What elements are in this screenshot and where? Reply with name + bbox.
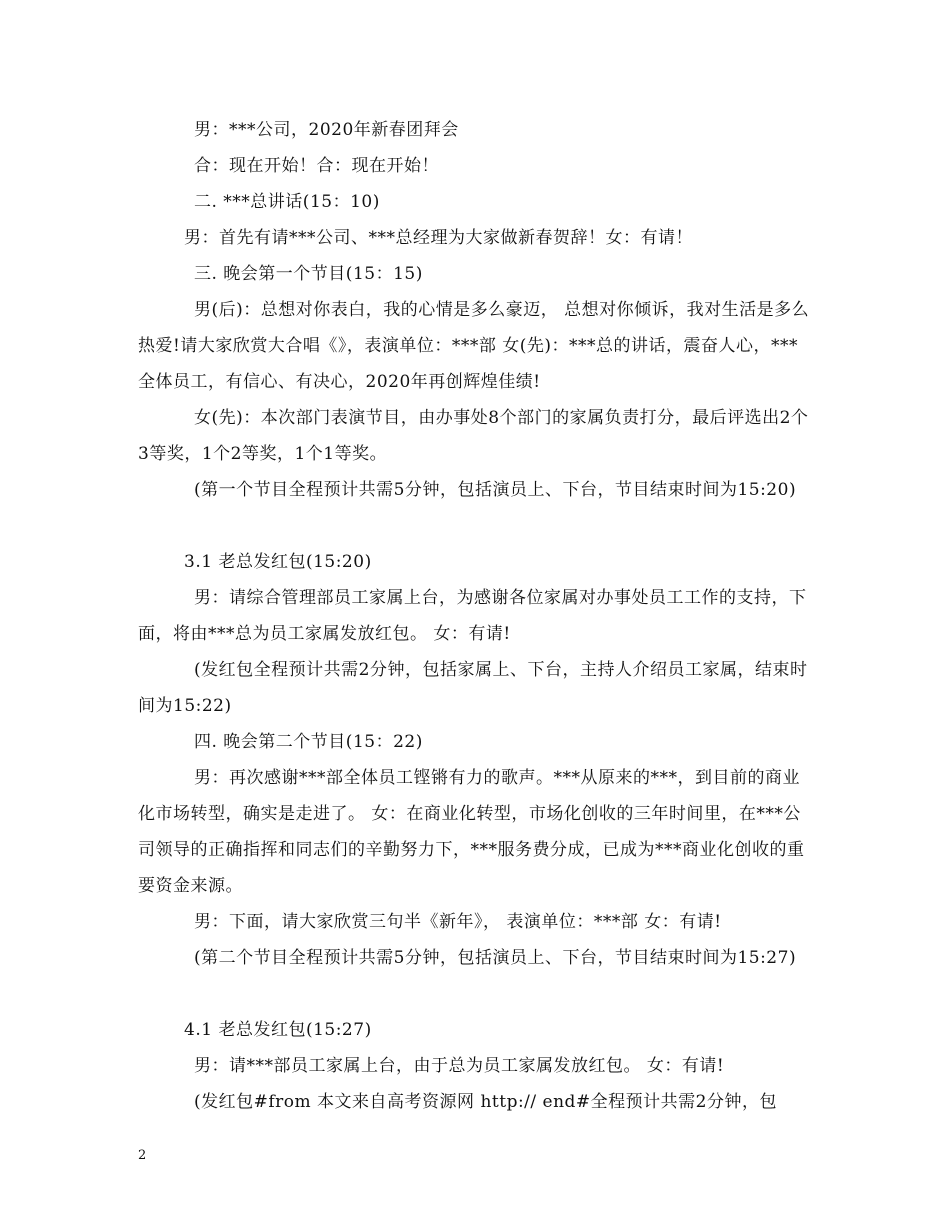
section-heading-3-1: 3.1 老总发红包(15:20) [184,552,372,572]
paragraph-11: (第二个节目全程预计共需5分钟，包括演员上、下台，节目结束时间为15:27) [194,948,797,968]
paragraph-7: 男：请综合管理部员工家属上台，为感谢各位家属对办事处员工工作的支持，下面，将由***总为员工家属发放红包。 女：有请! [138,588,807,644]
paragraph-9: 男：再次感谢***部全体员工铿锵有力的歌声。***从原来的***，到目前的商业化市场转型，确实是走进了。 女：在商业化转型，市场化创收的三年时间里，在***公司领导的正确指挥和同志们的辛勤努力下，***服务费分成，已成为***商业化创收的重要资金来源。 [138,768,805,896]
section-heading-4-1: 4.1 老总发红包(15:27) [184,1020,372,1040]
paragraph-6: (第一个节目全程预计共需5分钟，包括演员上、下台，节目结束时间为15:20) [194,480,797,500]
paragraph-4: 男(后)：总想对你表白，我的心情是多么豪迈， 总想对你倾诉，我对生活是多么热爱!请大家欣赏大合唱《》，表演单位：***部 女(先)：***总的讲话，震奋人心，***全体员工，有信心、有决心，2020年再创辉煌佳绩! [138,300,810,392]
paragraph-3: 男：首先有请***公司、***总经理为大家做新春贺辞！女：有请！ [184,228,693,248]
paragraph-13: (发红包#from 本文来自高考资源网 http:// end#全程预计共需2分钟，包 [194,1092,777,1112]
section-heading-4: 四. 晚会第二个节目(15：22) [194,732,423,752]
paragraph-12: 男：请***部员工家属上台，由于总为员工家属发放红包。 女：有请! [194,1056,725,1076]
section-heading-3: 三. 晚会第一个节目(15：15) [194,264,423,284]
paragraph-8: (发红包全程预计共需2分钟，包括家属上、下台，主持人介绍员工家属，结束时间为15:22) [138,660,808,716]
paragraph-10: 男：下面，请大家欣赏三句半《新年》， 表演单位：***部 女：有请! [194,912,722,932]
paragraph-5: 女(先)：本次部门表演节目，由办事处8个部门的家属负责打分，最后评选出2个3等奖，1个2等奖，1个1等奖。 [138,408,809,464]
page-number: 2 [138,1148,147,1163]
paragraph-2: 合：现在开始！合：现在开始！ [194,156,439,176]
section-heading-2: 二. ***总讲话(15：10) [194,192,380,212]
paragraph-1: 男：***公司，2020年新春团拜会 [194,120,459,140]
